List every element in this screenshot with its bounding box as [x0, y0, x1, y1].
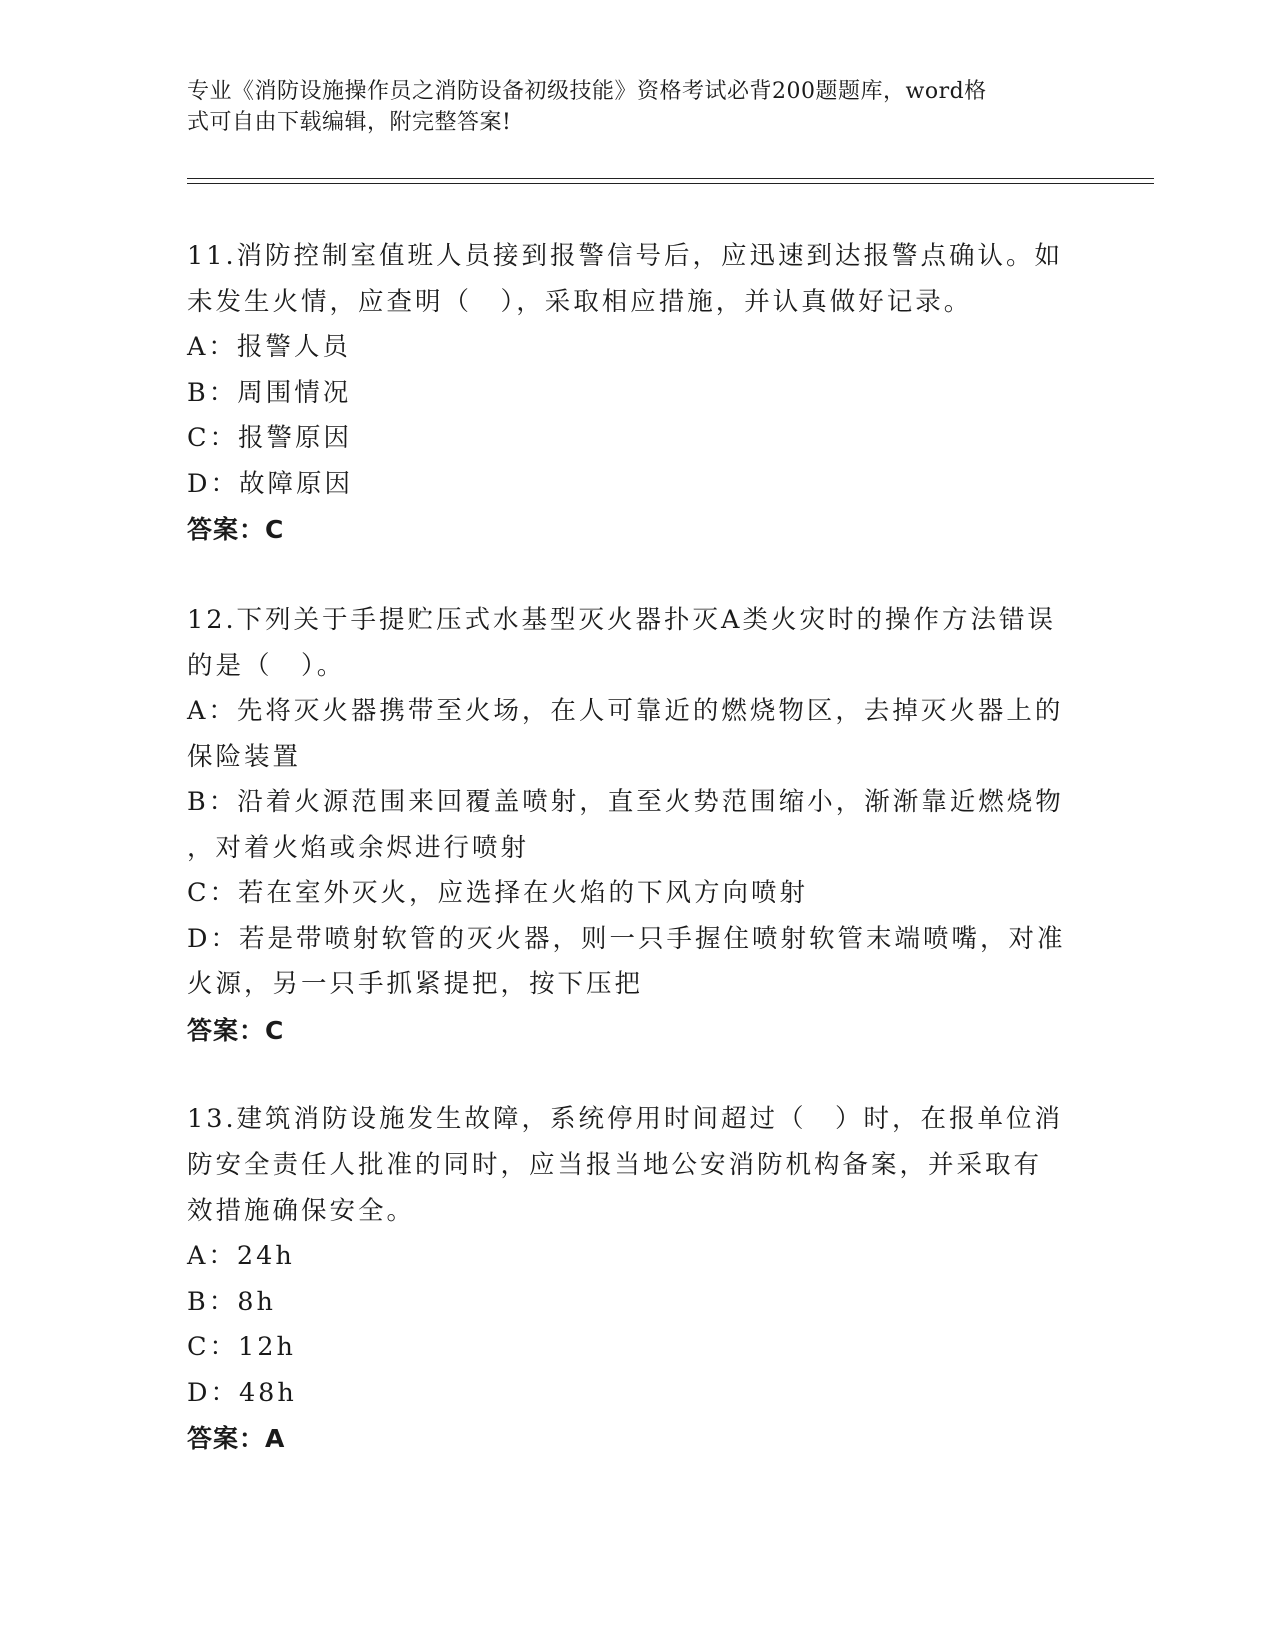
answer-label: 答案：C	[187, 1015, 285, 1045]
option-b-continued: ，对着火焰或余烬进行喷射	[187, 832, 530, 863]
option-d: D：故障原因	[187, 468, 353, 499]
question-stem-line: 13.建筑消防设施发生故障，系统停用时间超过（ ）时，在报单位消	[187, 1104, 1064, 1134]
option-a: A：先将灭火器携带至火场，在人可靠近的燃烧物区，去掉灭火器上的	[187, 696, 1064, 726]
option-c: C：12h	[187, 1332, 296, 1362]
header-divider	[187, 178, 1154, 179]
option-c: C：若在室外灭火，应选择在火焰的下风方向喷射	[187, 878, 809, 908]
question-stem-line: 效措施确保安全。	[187, 1196, 416, 1226]
question-stem-line: 防安全责任人批准的同时，应当报当地公安消防机构备案，并采取有	[187, 1150, 1043, 1180]
answer-label: 答案：C	[187, 515, 285, 544]
question-stem-line: 12.下列关于手提贮压式水基型灭火器扑灭A类火灾时的操作方法错误	[187, 605, 1056, 635]
question-stem-line: 的是（ ）。	[187, 651, 346, 681]
option-c: C：报警原因	[187, 423, 353, 453]
option-d: D：若是带喷射软管的灭火器，则一只手握住喷射软管末端喷嘴，对准	[187, 923, 1066, 954]
document-header	[187, 76, 1067, 138]
option-d: D：48h	[187, 1377, 297, 1408]
option-a-continued: 保险装置	[187, 741, 302, 772]
header-line: 专业《消防设施操作员之消防设备初级技能》资格考试必背200题题库，word格	[187, 79, 987, 104]
question-12	[187, 597, 1077, 1054]
question-13	[187, 1096, 1077, 1462]
option-a: A：24h	[187, 1241, 295, 1271]
option-b: B：沿着火源范围来回覆盖喷射，直至火势范围缩小，渐渐靠近燃烧物	[187, 787, 1064, 817]
option-d-continued: 火源，另一只手抓紧提把，按下压把	[187, 969, 644, 999]
option-a: A：报警人员	[187, 332, 351, 362]
question-stem-line: 未发生火情，应查明（ ），采取相应措施，并认真做好记录。	[187, 287, 973, 317]
question-11	[187, 233, 1077, 553]
answer-label: 答案：A	[187, 1424, 286, 1453]
option-b: B：8h	[187, 1286, 276, 1317]
question-stem-line: 11.消防控制室值班人员接到报警信号后，应迅速到达报警点确认。如	[187, 241, 1064, 271]
option-b: B：周围情况	[187, 377, 352, 408]
header-divider	[187, 183, 1154, 184]
header-line: 式可自由下载编辑，附完整答案!	[187, 110, 512, 135]
